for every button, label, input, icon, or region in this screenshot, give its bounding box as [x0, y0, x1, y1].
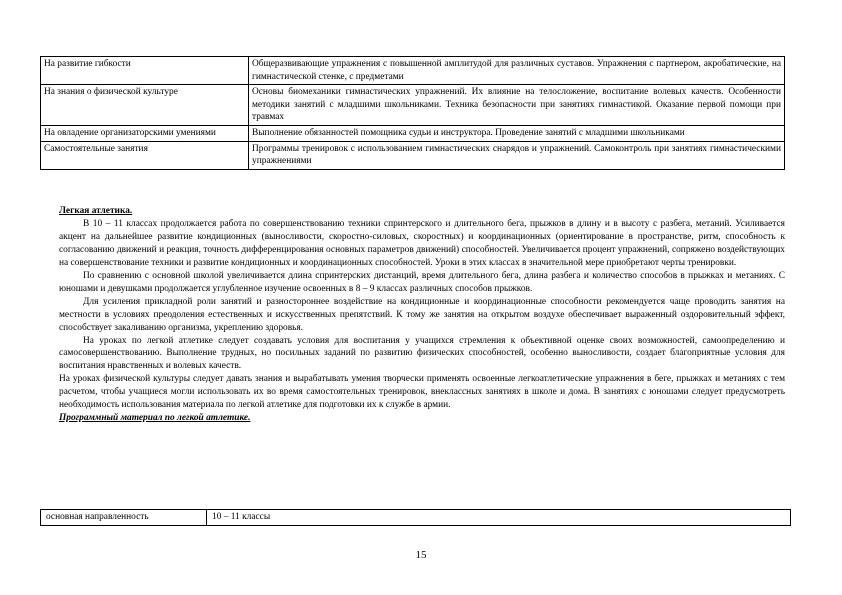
table-cell-section: На овладение организаторскими умениями — [41, 125, 249, 141]
table-header-cell: основная направленность — [41, 510, 207, 526]
table-row — [41, 85, 785, 126]
paragraph: По сравнению с основной школой увеличивается длина спринтерских дистанций, время длительного бега, длина разбега и количество способов в прыжках и метаниях. С юношами и девушками продолжается углубленное изучение освоенных в 8 – 9 классах различных способов прыжков. — [59, 270, 785, 294]
program-heading: Программный материал по легкой атлетике. — [59, 413, 251, 424]
table-header-cell: 10 – 11 классы — [207, 510, 791, 526]
table-row — [41, 141, 785, 169]
exercise-table — [40, 56, 785, 170]
paragraph: На уроках по легкой атлетике следует создавать условия для воспитания у учащихся стремления к объективной оценке своих возможностей, самоопределению и самосовершенствованию. Выполнение трудных, но посильных заданий по развитию физических способностей, особенно выносливости, создает благоприятные условия для воспитания нравственных и волевых качеств. — [59, 335, 785, 372]
table-cell-content: Программы тренировок с использованием гимнастических снарядов и упражнений. Самоконтроль при занятиях гимнастическими упражнениями — [249, 141, 785, 169]
table-row — [41, 510, 791, 526]
paragraph: Для усиления прикладной роли занятий и разностороннее воздействие на кондиционные и координационные способности рекомендуется чаще проводить занятия на местности в условиях преодоления естественных и искусственных препятствий. К тому же занятия на открытом воздухе обеспечивает выраженный оздоровительный эффект, способствует закаливанию организма, укреплению здоровья. — [59, 296, 785, 333]
paragraph: На уроках физической культуры следует давать знания и вырабатывать умения творчески применять освоенные легкоатлетические упражнения в беге, прыжках и метаниях с тем расчетом, чтобы учащиеся могли использовать их во время самостоятельных тренировок, внеклассных занятиях в школе и дома. В занятиях с юношами следует предусмотреть необходимость использования материала по легкой атлетике для подготовки их к службе в армии. — [59, 374, 785, 411]
table-cell-section: Самостоятельные занятия — [41, 141, 249, 169]
table-row — [41, 57, 785, 85]
paragraph: В 10 – 11 классах продолжается работа по совершенствованию техники спринтерского и длительного бега, прыжков в длину и в высоту с разбега, метаний. Усиливается акцент на дальнейшее развитие кондиционных (выносливости, скоростно-силовых, скоростных) и координационных (ориентирование в пространстве, ритм, способность к согласованию движений и реакция, точность дифференцирования основных параметров движений) способностей. Увеличивается процент упражнений, сопряжено воздействующих на совершенствование техники и развитие кондиционных и координационных способностей. Уроки в этих классах в значительной мере приобретают черты тренировки. — [59, 218, 785, 268]
table-cell-section: На развитие гибкости — [41, 57, 249, 85]
section-heading: Легкая атлетика. — [59, 206, 133, 216]
table-cell-section: На знания о физической культуре — [41, 85, 249, 126]
table-cell-content: Основы биомеханики гимнастических упражнений. Их влияние на телосложение, воспитание волевых качеств. Особенности методики занятий с младшими школьниками. Техника безопасности при занятиях гимнастикой. Оказание первой помощи при травмах — [249, 85, 785, 126]
program-table — [40, 509, 791, 526]
page-number: 15 — [415, 549, 427, 561]
table-cell-content: Выполнение обязанностей помощника судьи и инструктора. Проведение занятий с младшими школьниками — [249, 125, 785, 141]
table-row — [41, 125, 785, 141]
table-cell-content: Общеразвивающие упражнения с повышенной амплитудой для различных суставов. Упражнения с партнером, акробатические, на гимнастической стенке, с предметами — [249, 57, 785, 85]
body-text — [59, 205, 785, 425]
